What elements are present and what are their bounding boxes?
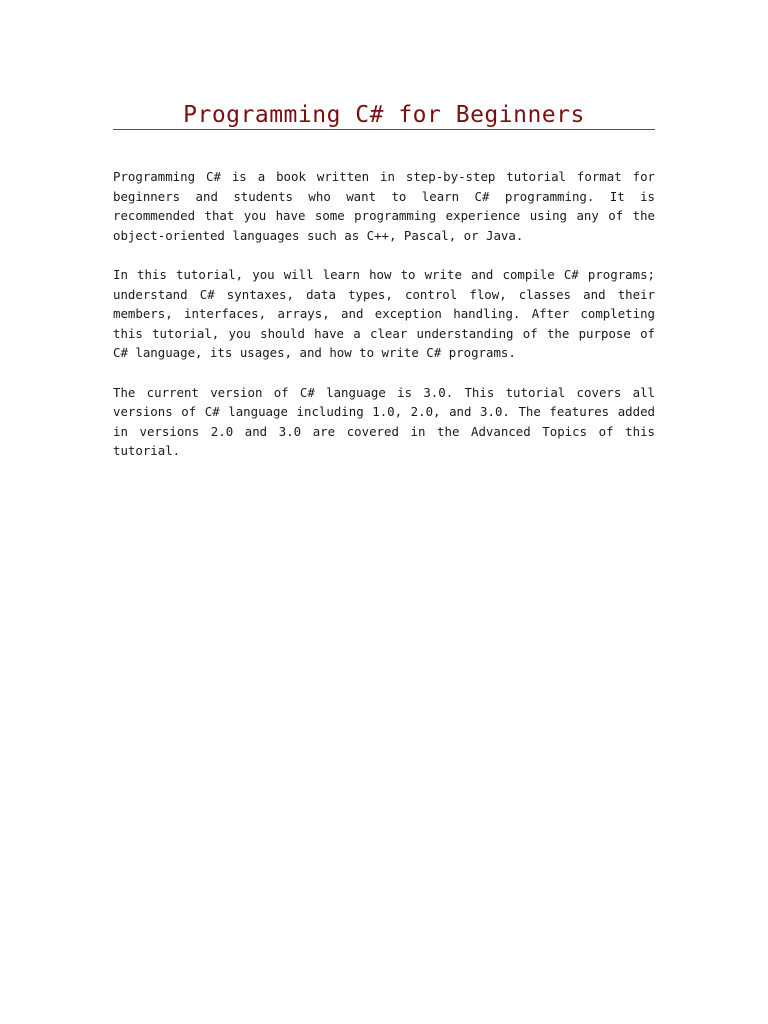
document-body bbox=[113, 167, 655, 481]
paragraph-intro: Programming C# is a book written in step-by-step tutorial format for beginners and students who want to learn C# programming. It is recommended that you have some programming experience using any of the object-oriented languages such as C++, Pascal, or Java. bbox=[113, 169, 655, 243]
paragraph-topics: In this tutorial, you will learn how to write and compile C# programs; understand C# syntaxes, data types, control flow, classes and their members, interfaces, arrays, and exception handling. After completing this tutorial, you should have a clear understanding of the purpose of C# language, its usages, and how to write C# programs. bbox=[113, 266, 655, 361]
page-title: Programming C# for Beginners bbox=[183, 102, 585, 128]
title-underline-divider bbox=[113, 129, 655, 130]
paragraph-versions: The current version of C# language is 3.0. This tutorial covers all versions of C# language including 1.0, 2.0, and 3.0. The features added in versions 2.0 and 3.0 are covered in the Advanced Topics of this tutorial. bbox=[113, 384, 655, 459]
